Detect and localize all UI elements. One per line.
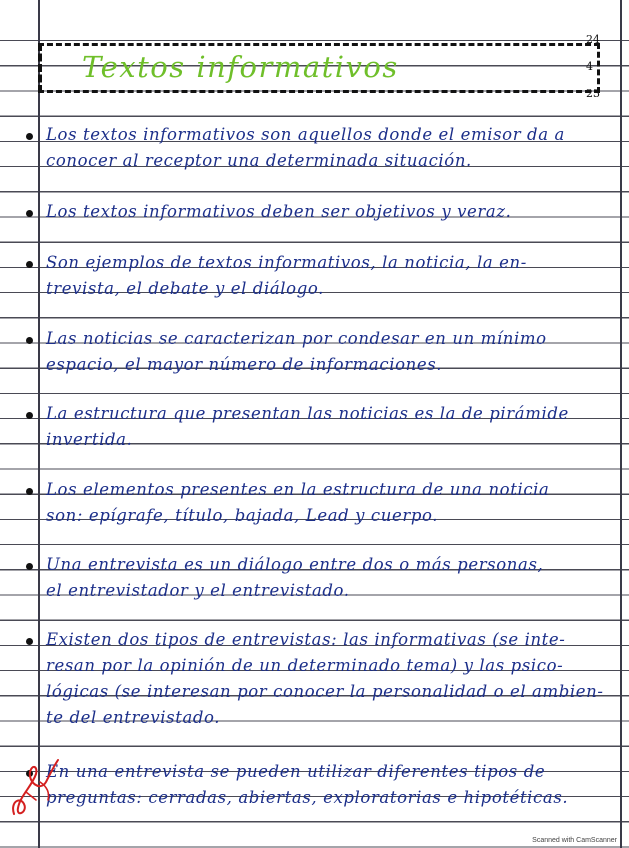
page-number: 4: [586, 60, 593, 73]
page-number: 23: [586, 87, 600, 100]
note-line: Existen dos tipos de entrevistas: las informativas (se inte-: [46, 630, 566, 649]
bullet-icon: [26, 210, 33, 217]
note-line: te del entrevistado.: [46, 708, 221, 727]
scanner-footer: Scanned with CamScanner: [532, 837, 617, 844]
note-line: espacio, el mayor número de informaciones.: [46, 355, 443, 374]
note-line: Los elementos presentes en la estructura de una noticia: [46, 480, 550, 499]
note-line: Las noticias se caracterizan por condesar en un mínimo: [46, 329, 547, 348]
right-margin-line: [620, 0, 622, 848]
note-line: el entrevistador y el entrevistado.: [46, 581, 350, 600]
note-line: Son ejemplos de textos informativos, la noticia, la en-: [46, 253, 527, 272]
bullet-icon: [26, 638, 33, 645]
note-line: preguntas: cerradas, abiertas, exploratorias e hipotéticas.: [46, 788, 569, 807]
note-line: son: epígrafe, título, bajada, Lead y cuerpo.: [46, 506, 439, 525]
note-line: invertida.: [46, 430, 133, 449]
page-title: Textos informativos: [82, 50, 399, 84]
note-line: lógicas (se interesan por conocer la personalidad o el ambien-: [46, 682, 604, 701]
left-margin-line: [38, 0, 40, 848]
bullet-icon: [26, 133, 33, 140]
page-number: 24: [586, 33, 600, 46]
note-line: Los textos informativos deben ser objetivos y veraz.: [46, 202, 512, 221]
note-line: resan por la opinión de un determinado tema) y las psico-: [46, 656, 564, 675]
note-line: La estructura que presentan las noticias es la de pirámide: [46, 404, 569, 423]
bullet-icon: [26, 563, 33, 570]
note-line: Una entrevista es un diálogo entre dos o más personas,: [46, 555, 544, 574]
bullet-icon: [26, 488, 33, 495]
signature-icon: [6, 752, 66, 822]
note-line: trevista, el debate y el diálogo.: [46, 279, 324, 298]
note-line: Los textos informativos son aquellos donde el emisor da a: [46, 125, 565, 144]
bullet-icon: [26, 261, 33, 268]
note-line: conocer al receptor una determinada situación.: [46, 151, 472, 170]
note-line: En una entrevista se pueden utilizar diferentes tipos de: [46, 762, 546, 781]
bullet-icon: [26, 412, 33, 419]
bullet-icon: [26, 337, 33, 344]
